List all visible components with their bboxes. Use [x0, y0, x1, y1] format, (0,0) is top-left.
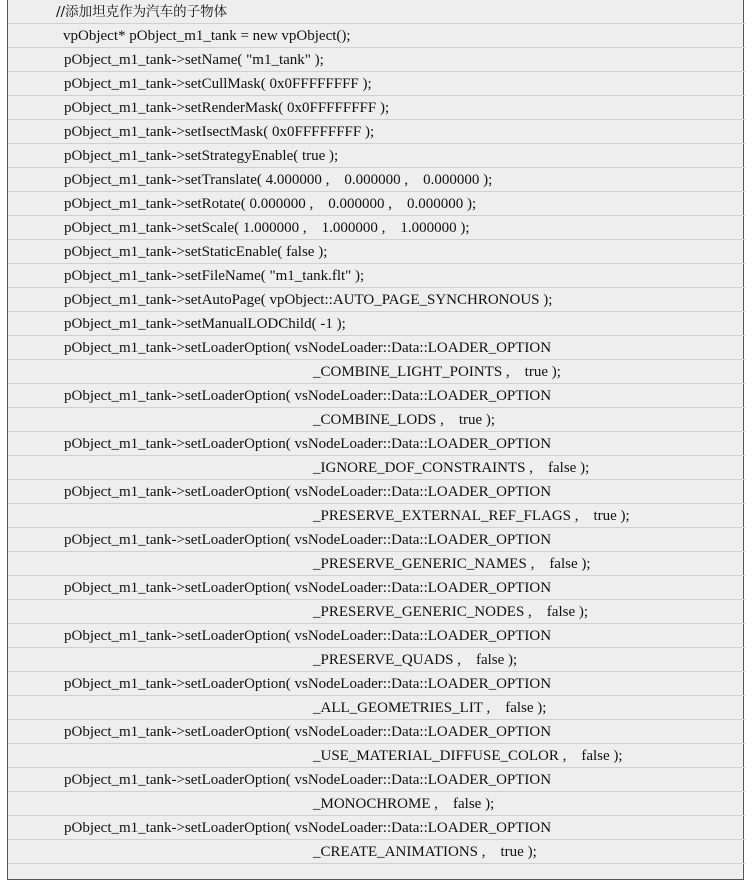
code-line [8, 696, 745, 720]
loader-prefix: pObject_m1_tank->setLoaderOption( vsNodeLoader::Data::LOADER_OPTION [64, 436, 552, 452]
code-line [8, 120, 745, 144]
code-line [8, 24, 745, 48]
code-text: pObject_m1_tank->setRotate( 0.000000 , 0.000000 , 0.000000 ); [64, 196, 477, 212]
code-line [8, 0, 745, 24]
loader-option: _PRESERVE_QUADS , false ); [313, 652, 518, 668]
code-line [8, 216, 745, 240]
loader-option: _PRESERVE_EXTERNAL_REF_FLAGS , true ); [313, 508, 630, 524]
code-line [8, 648, 745, 672]
code-line [8, 576, 745, 600]
loader-option: _COMBINE_LODS , true ); [313, 412, 496, 428]
code-line [8, 192, 745, 216]
loader-prefix: pObject_m1_tank->setLoaderOption( vsNodeLoader::Data::LOADER_OPTION [64, 820, 552, 836]
loader-option: _MONOCHROME , false ); [313, 796, 495, 812]
loader-prefix: pObject_m1_tank->setLoaderOption( vsNodeLoader::Data::LOADER_OPTION [64, 388, 552, 404]
loader-prefix: pObject_m1_tank->setLoaderOption( vsNodeLoader::Data::LOADER_OPTION [64, 628, 552, 644]
code-text: vpObject* pObject_m1_tank = new vpObject(); [63, 28, 351, 44]
loader-prefix: pObject_m1_tank->setLoaderOption( vsNodeLoader::Data::LOADER_OPTION [64, 580, 552, 596]
loader-prefix: pObject_m1_tank->setLoaderOption( vsNodeLoader::Data::LOADER_OPTION [64, 340, 552, 356]
code-line [8, 408, 745, 432]
code-line [8, 96, 745, 120]
code-text: pObject_m1_tank->setTranslate( 4.000000 , 0.000000 , 0.000000 ); [64, 172, 493, 188]
loader-option: _CREATE_ANIMATIONS , true ); [313, 844, 537, 860]
loader-option: _COMBINE_LIGHT_POINTS , true ); [313, 364, 561, 380]
code-line [8, 720, 745, 744]
code-line [8, 432, 745, 456]
code-line [8, 264, 745, 288]
code-line [8, 840, 745, 864]
code-line [8, 456, 745, 480]
loader-option: _IGNORE_DOF_CONSTRAINTS , false ); [313, 460, 590, 476]
code-line [8, 816, 745, 840]
code-line [8, 600, 745, 624]
code-line [8, 528, 745, 552]
loader-prefix: pObject_m1_tank->setLoaderOption( vsNodeLoader::Data::LOADER_OPTION [64, 484, 552, 500]
code-text: pObject_m1_tank->setScale( 1.000000 , 1.000000 , 1.000000 ); [64, 220, 470, 236]
code-line [8, 504, 745, 528]
code-line [8, 672, 745, 696]
code-text: pObject_m1_tank->setFileName( "m1_tank.flt" ); [64, 268, 365, 284]
code-line [8, 168, 745, 192]
code-text: pObject_m1_tank->setRenderMask( 0x0FFFFFFFF ); [64, 100, 390, 116]
code-line [8, 48, 745, 72]
code-line [8, 792, 745, 816]
loader-prefix: pObject_m1_tank->setLoaderOption( vsNodeLoader::Data::LOADER_OPTION [64, 772, 552, 788]
code-text: pObject_m1_tank->setManualLODChild( -1 ); [64, 316, 346, 332]
code-text: pObject_m1_tank->setCullMask( 0x0FFFFFFFF ); [64, 76, 372, 92]
code-line [8, 288, 745, 312]
loader-option: _PRESERVE_GENERIC_NAMES , false ); [313, 556, 591, 572]
code-line [8, 336, 745, 360]
code-text: pObject_m1_tank->setAutoPage( vpObject::AUTO_PAGE_SYNCHRONOUS ); [64, 292, 553, 308]
code-text: pObject_m1_tank->setStaticEnable( false ); [64, 244, 328, 260]
loader-option: _ALL_GEOMETRIES_LIT , false ); [313, 700, 547, 716]
code-comment: //添加坦克作为汽车的子物体 [56, 4, 228, 20]
code-line [8, 624, 745, 648]
code-line [8, 72, 745, 96]
loader-option: _PRESERVE_GENERIC_NODES , false ); [313, 604, 589, 620]
code-text: pObject_m1_tank->setIsectMask( 0x0FFFFFFFF ); [64, 124, 375, 140]
code-line [8, 480, 745, 504]
code-listing [7, 0, 744, 880]
code-line [8, 144, 745, 168]
loader-option: _USE_MATERIAL_DIFFUSE_COLOR , false ); [313, 748, 623, 764]
loader-prefix: pObject_m1_tank->setLoaderOption( vsNodeLoader::Data::LOADER_OPTION [64, 676, 552, 692]
code-line [8, 240, 745, 264]
loader-prefix: pObject_m1_tank->setLoaderOption( vsNodeLoader::Data::LOADER_OPTION [64, 532, 552, 548]
code-line [8, 360, 745, 384]
code-line [8, 384, 745, 408]
code-text: pObject_m1_tank->setStrategyEnable( true ); [64, 148, 339, 164]
loader-prefix: pObject_m1_tank->setLoaderOption( vsNodeLoader::Data::LOADER_OPTION [64, 724, 552, 740]
code-line [8, 552, 745, 576]
code-line [8, 768, 745, 792]
code-text: pObject_m1_tank->setName( "m1_tank" ); [64, 52, 324, 68]
code-line [8, 744, 745, 768]
code-line [8, 312, 745, 336]
